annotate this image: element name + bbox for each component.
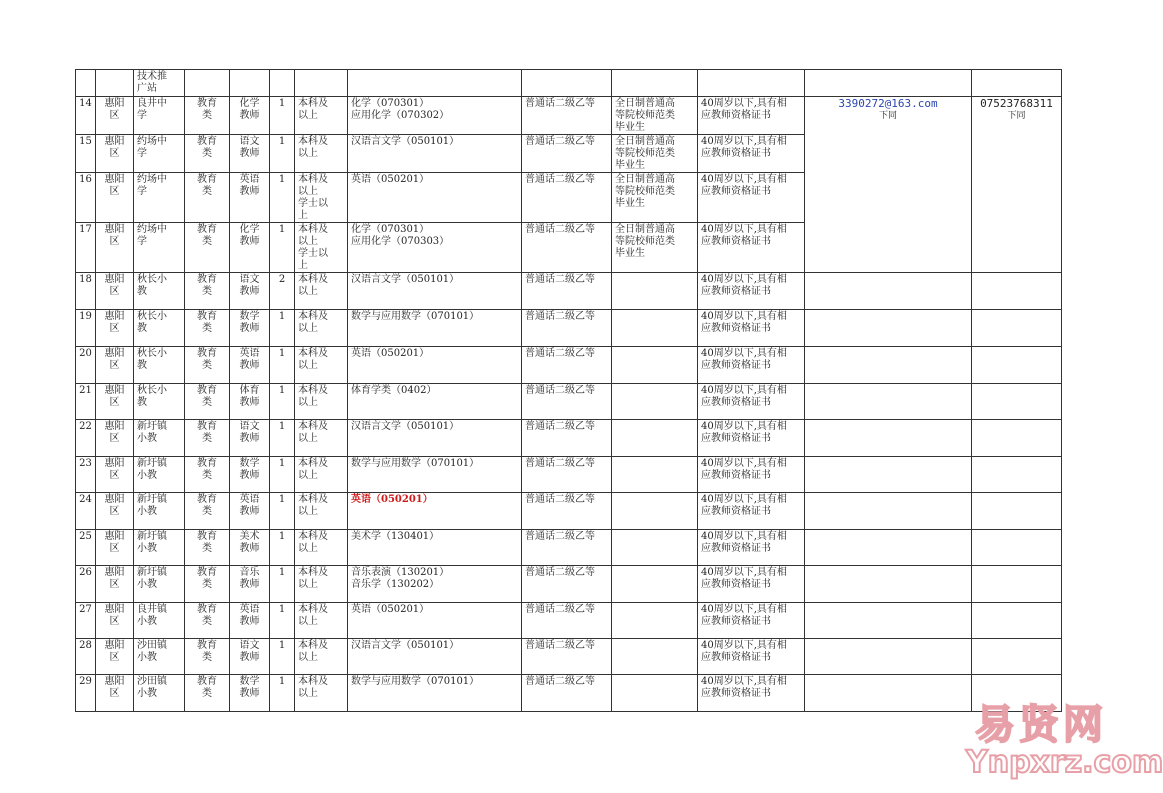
unit-cell: 秋长小 教 bbox=[134, 310, 185, 347]
unit-cell: 沙田镇 小教 bbox=[134, 675, 185, 712]
category-cell: 教育 类 bbox=[185, 223, 230, 273]
email-cell bbox=[805, 675, 972, 712]
no-cell: 25 bbox=[76, 530, 96, 566]
phone-cell bbox=[972, 493, 1062, 530]
phone-cell bbox=[972, 420, 1062, 457]
post-cell: 语文 教师 bbox=[230, 420, 270, 457]
mandarin-cell: 普通话二级乙等 bbox=[522, 457, 612, 493]
major-cell: 汉语言文学（050101） bbox=[348, 420, 522, 457]
email-cell bbox=[805, 530, 972, 566]
education-cell: 本科及 以上 学士以 上 bbox=[295, 173, 348, 223]
education-cell: 本科及 以上 bbox=[295, 639, 348, 675]
phone-number: 07523768311 bbox=[980, 97, 1053, 110]
major-cell: 汉语言文学（050101） bbox=[348, 639, 522, 675]
education-cell: 本科及 以上 bbox=[295, 675, 348, 712]
post-cell: 语文 教师 bbox=[230, 273, 270, 310]
phone-cell bbox=[972, 530, 1062, 566]
no-cell: 29 bbox=[76, 675, 96, 712]
major-cell: 英语（050201） bbox=[348, 603, 522, 639]
education-cell: 本科及 以上 bbox=[295, 493, 348, 530]
qualification-cell: 40周岁以下,具有相 应教师资格证书 bbox=[698, 493, 805, 530]
phone-cell bbox=[972, 457, 1062, 493]
other-requirement-cell bbox=[612, 310, 698, 347]
count-cell: 1 bbox=[270, 457, 295, 493]
table-row bbox=[76, 457, 1062, 493]
education-cell: 本科及 以上 bbox=[295, 273, 348, 310]
email-cell bbox=[805, 493, 972, 530]
qualification-cell: 40周岁以下,具有相 应教师资格证书 bbox=[698, 223, 805, 273]
mandarin-cell: 普通话二级乙等 bbox=[522, 384, 612, 420]
phone-note: 下同 bbox=[1007, 111, 1026, 121]
area-cell: 惠阳 区 bbox=[96, 420, 134, 457]
count-cell: 1 bbox=[270, 603, 295, 639]
count-cell: 2 bbox=[270, 273, 295, 310]
education-cell: 本科及 以上 bbox=[295, 347, 348, 384]
other-requirement-cell bbox=[612, 603, 698, 639]
count-cell: 1 bbox=[270, 384, 295, 420]
count-cell: 1 bbox=[270, 530, 295, 566]
qualification-cell: 40周岁以下,具有相 应教师资格证书 bbox=[698, 97, 805, 135]
email-cell bbox=[805, 639, 972, 675]
unit-cell: 约场中 学 bbox=[134, 223, 185, 273]
category-cell: 教育 类 bbox=[185, 530, 230, 566]
no-cell: 18 bbox=[76, 273, 96, 310]
email-cell bbox=[805, 420, 972, 457]
major-cell: 化学（070301） 应用化学（070302） bbox=[348, 97, 522, 135]
qualification-cell: 40周岁以下,具有相 应教师资格证书 bbox=[698, 603, 805, 639]
major-cell: 数学与应用数学（070101） bbox=[348, 310, 522, 347]
area-cell: 惠阳 区 bbox=[96, 135, 134, 173]
mandarin-cell: 普通话二级乙等 bbox=[522, 310, 612, 347]
qualification-cell: 40周岁以下,具有相 应教师资格证书 bbox=[698, 135, 805, 173]
other-requirement-cell bbox=[612, 530, 698, 566]
phone-cell bbox=[972, 384, 1062, 420]
count-cell: 1 bbox=[270, 223, 295, 273]
education-cell: 本科及 以上 bbox=[295, 566, 348, 603]
count-cell: 1 bbox=[270, 310, 295, 347]
post-cell: 化学 教师 bbox=[230, 223, 270, 273]
major-cell: 英语（050201） bbox=[348, 347, 522, 384]
table-row bbox=[76, 639, 1062, 675]
education-cell: 本科及 以上 bbox=[295, 530, 348, 566]
area-cell: 惠阳 区 bbox=[96, 97, 134, 135]
no-cell: 19 bbox=[76, 310, 96, 347]
recruitment-table bbox=[75, 69, 1062, 712]
area-cell: 惠阳 区 bbox=[96, 347, 134, 384]
phone-cell bbox=[972, 639, 1062, 675]
phone-cell bbox=[972, 566, 1062, 603]
count-cell: 1 bbox=[270, 173, 295, 223]
category-cell: 教育 类 bbox=[185, 135, 230, 173]
table-row bbox=[76, 493, 1062, 530]
category-cell: 教育 类 bbox=[185, 384, 230, 420]
other-requirement-cell bbox=[612, 457, 698, 493]
category-cell: 教育 类 bbox=[185, 173, 230, 223]
area-cell: 惠阳 区 bbox=[96, 566, 134, 603]
other-requirement-cell bbox=[612, 639, 698, 675]
area-cell: 惠阳 区 bbox=[96, 530, 134, 566]
phone-cell bbox=[972, 603, 1062, 639]
unit-cell: 技术推 广站 bbox=[134, 70, 185, 97]
post-cell: 英语 教师 bbox=[230, 603, 270, 639]
category-cell: 教育 类 bbox=[185, 493, 230, 530]
education-cell: 本科及 以上 bbox=[295, 97, 348, 135]
no-cell: 16 bbox=[76, 173, 96, 223]
qualification-cell: 40周岁以下,具有相 应教师资格证书 bbox=[698, 566, 805, 603]
table-row bbox=[76, 97, 1062, 135]
watermark-cn: 易贤网 bbox=[975, 702, 1107, 748]
email-cell bbox=[805, 384, 972, 420]
category-cell: 教育 类 bbox=[185, 457, 230, 493]
mandarin-cell: 普通话二级乙等 bbox=[522, 639, 612, 675]
qualification-cell: 40周岁以下,具有相 应教师资格证书 bbox=[698, 420, 805, 457]
table-row bbox=[76, 384, 1062, 420]
table-row bbox=[76, 566, 1062, 603]
phone-cell bbox=[972, 273, 1062, 310]
mandarin-cell: 普通话二级乙等 bbox=[522, 675, 612, 712]
no-cell: 20 bbox=[76, 347, 96, 384]
no-cell: 28 bbox=[76, 639, 96, 675]
area-cell: 惠阳 区 bbox=[96, 457, 134, 493]
mandarin-cell: 普通话二级乙等 bbox=[522, 530, 612, 566]
other-requirement-cell: 全日制普通高 等院校师范类 毕业生 bbox=[612, 223, 698, 273]
category-cell: 教育 类 bbox=[185, 566, 230, 603]
post-cell: 语文 教师 bbox=[230, 135, 270, 173]
no-cell: 14 bbox=[76, 97, 96, 135]
post-cell: 英语 教师 bbox=[230, 347, 270, 384]
mandarin-cell: 普通话二级乙等 bbox=[522, 135, 612, 173]
unit-cell: 新圩镇 小教 bbox=[134, 493, 185, 530]
other-requirement-cell bbox=[612, 273, 698, 310]
table-row bbox=[76, 420, 1062, 457]
unit-cell: 新圩镇 小教 bbox=[134, 457, 185, 493]
area-cell: 惠阳 区 bbox=[96, 223, 134, 273]
no-cell: 26 bbox=[76, 566, 96, 603]
phone-cell bbox=[972, 310, 1062, 347]
unit-cell: 新圩镇 小教 bbox=[134, 420, 185, 457]
unit-cell: 良井中 学 bbox=[134, 97, 185, 135]
count-cell: 1 bbox=[270, 566, 295, 603]
count-cell: 1 bbox=[270, 347, 295, 384]
mandarin-cell: 普通话二级乙等 bbox=[522, 493, 612, 530]
qualification-cell: 40周岁以下,具有相 应教师资格证书 bbox=[698, 173, 805, 223]
mandarin-cell: 普通话二级乙等 bbox=[522, 173, 612, 223]
table-row bbox=[76, 273, 1062, 310]
email-cell bbox=[805, 347, 972, 384]
no-cell: 22 bbox=[76, 420, 96, 457]
email-cell bbox=[805, 310, 972, 347]
phone-cell bbox=[972, 97, 1062, 273]
table-row bbox=[76, 310, 1062, 347]
qualification-cell: 40周岁以下,具有相 应教师资格证书 bbox=[698, 347, 805, 384]
table-row bbox=[76, 70, 1062, 97]
education-cell: 本科及 以上 bbox=[295, 384, 348, 420]
post-cell: 数学 教师 bbox=[230, 457, 270, 493]
post-cell: 体育 教师 bbox=[230, 384, 270, 420]
area-cell: 惠阳 区 bbox=[96, 173, 134, 223]
other-requirement-cell: 全日制普通高 等院校师范类 毕业生 bbox=[612, 97, 698, 135]
phone-cell bbox=[972, 347, 1062, 384]
unit-cell: 秋长小 教 bbox=[134, 384, 185, 420]
education-cell: 本科及 以上 bbox=[295, 457, 348, 493]
other-requirement-cell bbox=[612, 493, 698, 530]
other-requirement-cell bbox=[612, 675, 698, 712]
count-cell: 1 bbox=[270, 675, 295, 712]
email-cell bbox=[805, 566, 972, 603]
post-cell: 数学 教师 bbox=[230, 675, 270, 712]
education-cell: 本科及 以上 bbox=[295, 603, 348, 639]
qualification-cell: 40周岁以下,具有相 应教师资格证书 bbox=[698, 384, 805, 420]
qualification-cell: 40周岁以下,具有相 应教师资格证书 bbox=[698, 457, 805, 493]
area-cell: 惠阳 区 bbox=[96, 384, 134, 420]
unit-cell: 良井镇 小教 bbox=[134, 603, 185, 639]
count-cell: 1 bbox=[270, 420, 295, 457]
qualification-cell: 40周岁以下,具有相 应教师资格证书 bbox=[698, 675, 805, 712]
email-note: 下同 bbox=[878, 111, 897, 121]
area-cell: 惠阳 区 bbox=[96, 603, 134, 639]
mandarin-cell: 普通话二级乙等 bbox=[522, 420, 612, 457]
major-cell: 汉语言文学（050101） bbox=[348, 135, 522, 173]
other-requirement-cell: 全日制普通高 等院校师范类 毕业生 bbox=[612, 173, 698, 223]
post-cell: 化学 教师 bbox=[230, 97, 270, 135]
area-cell: 惠阳 区 bbox=[96, 493, 134, 530]
major-cell: 汉语言文学（050101） bbox=[348, 273, 522, 310]
unit-cell: 约场中 学 bbox=[134, 173, 185, 223]
area-cell: 惠阳 区 bbox=[96, 310, 134, 347]
unit-cell: 约场中 学 bbox=[134, 135, 185, 173]
unit-cell: 新圩镇 小教 bbox=[134, 566, 185, 603]
major-cell: 英语（050201） bbox=[348, 493, 522, 530]
post-cell: 英语 教师 bbox=[230, 493, 270, 530]
post-cell: 英语 教师 bbox=[230, 173, 270, 223]
no-cell: 15 bbox=[76, 135, 96, 173]
mandarin-cell: 普通话二级乙等 bbox=[522, 603, 612, 639]
email-link[interactable]: 3390272@163.com bbox=[838, 97, 938, 110]
area-cell: 惠阳 区 bbox=[96, 639, 134, 675]
category-cell: 教育 类 bbox=[185, 97, 230, 135]
other-requirement-cell bbox=[612, 420, 698, 457]
post-cell: 音乐 教师 bbox=[230, 566, 270, 603]
email-cell bbox=[805, 457, 972, 493]
major-cell: 化学（070301） 应用化学（070303） bbox=[348, 223, 522, 273]
category-cell: 教育 类 bbox=[185, 420, 230, 457]
count-cell: 1 bbox=[270, 493, 295, 530]
email-cell bbox=[805, 273, 972, 310]
qualification-cell: 40周岁以下,具有相 应教师资格证书 bbox=[698, 273, 805, 310]
no-cell: 23 bbox=[76, 457, 96, 493]
mandarin-cell: 普通话二级乙等 bbox=[522, 347, 612, 384]
no-cell: 21 bbox=[76, 384, 96, 420]
table-row bbox=[76, 347, 1062, 384]
mandarin-cell: 普通话二级乙等 bbox=[522, 223, 612, 273]
other-requirement-cell bbox=[612, 566, 698, 603]
major-cell: 美术学（130401） bbox=[348, 530, 522, 566]
category-cell: 教育 类 bbox=[185, 675, 230, 712]
major-cell: 数学与应用数学（070101） bbox=[348, 675, 522, 712]
unit-cell: 新圩镇 小教 bbox=[134, 530, 185, 566]
major-cell: 体育学类（0402） bbox=[348, 384, 522, 420]
category-cell: 教育 类 bbox=[185, 273, 230, 310]
mandarin-cell: 普通话二级乙等 bbox=[522, 273, 612, 310]
category-cell: 教育 类 bbox=[185, 347, 230, 384]
major-cell: 音乐表演（130201） 音乐学（130202） bbox=[348, 566, 522, 603]
watermark-en: Ynpxrz.com bbox=[966, 745, 1163, 780]
qualification-cell: 40周岁以下,具有相 应教师资格证书 bbox=[698, 530, 805, 566]
other-requirement-cell bbox=[612, 347, 698, 384]
watermark-logo bbox=[966, 702, 1163, 780]
count-cell: 1 bbox=[270, 97, 295, 135]
education-cell: 本科及 以上 bbox=[295, 135, 348, 173]
post-cell: 数学 教师 bbox=[230, 310, 270, 347]
major-cell: 数学与应用数学（070101） bbox=[348, 457, 522, 493]
table-row bbox=[76, 603, 1062, 639]
category-cell: 教育 类 bbox=[185, 639, 230, 675]
other-requirement-cell: 全日制普通高 等院校师范类 毕业生 bbox=[612, 135, 698, 173]
education-cell: 本科及 以上 bbox=[295, 420, 348, 457]
unit-cell: 沙田镇 小教 bbox=[134, 639, 185, 675]
category-cell: 教育 类 bbox=[185, 603, 230, 639]
unit-cell: 秋长小 教 bbox=[134, 273, 185, 310]
post-cell: 语文 教师 bbox=[230, 639, 270, 675]
email-cell bbox=[805, 97, 972, 273]
mandarin-cell: 普通话二级乙等 bbox=[522, 566, 612, 603]
qualification-cell: 40周岁以下,具有相 应教师资格证书 bbox=[698, 639, 805, 675]
education-cell: 本科及 以上 学士以 上 bbox=[295, 223, 348, 273]
count-cell: 1 bbox=[270, 639, 295, 675]
major-cell: 英语（050201） bbox=[348, 173, 522, 223]
no-cell: 24 bbox=[76, 493, 96, 530]
mandarin-cell: 普通话二级乙等 bbox=[522, 97, 612, 135]
no-cell: 27 bbox=[76, 603, 96, 639]
email-cell bbox=[805, 603, 972, 639]
area-cell: 惠阳 区 bbox=[96, 273, 134, 310]
count-cell: 1 bbox=[270, 135, 295, 173]
table-row bbox=[76, 675, 1062, 712]
post-cell: 美术 教师 bbox=[230, 530, 270, 566]
education-cell: 本科及 以上 bbox=[295, 310, 348, 347]
no-cell: 17 bbox=[76, 223, 96, 273]
unit-cell: 秋长小 教 bbox=[134, 347, 185, 384]
area-cell: 惠阳 区 bbox=[96, 675, 134, 712]
table-row bbox=[76, 530, 1062, 566]
qualification-cell: 40周岁以下,具有相 应教师资格证书 bbox=[698, 310, 805, 347]
other-requirement-cell bbox=[612, 384, 698, 420]
category-cell: 教育 类 bbox=[185, 310, 230, 347]
